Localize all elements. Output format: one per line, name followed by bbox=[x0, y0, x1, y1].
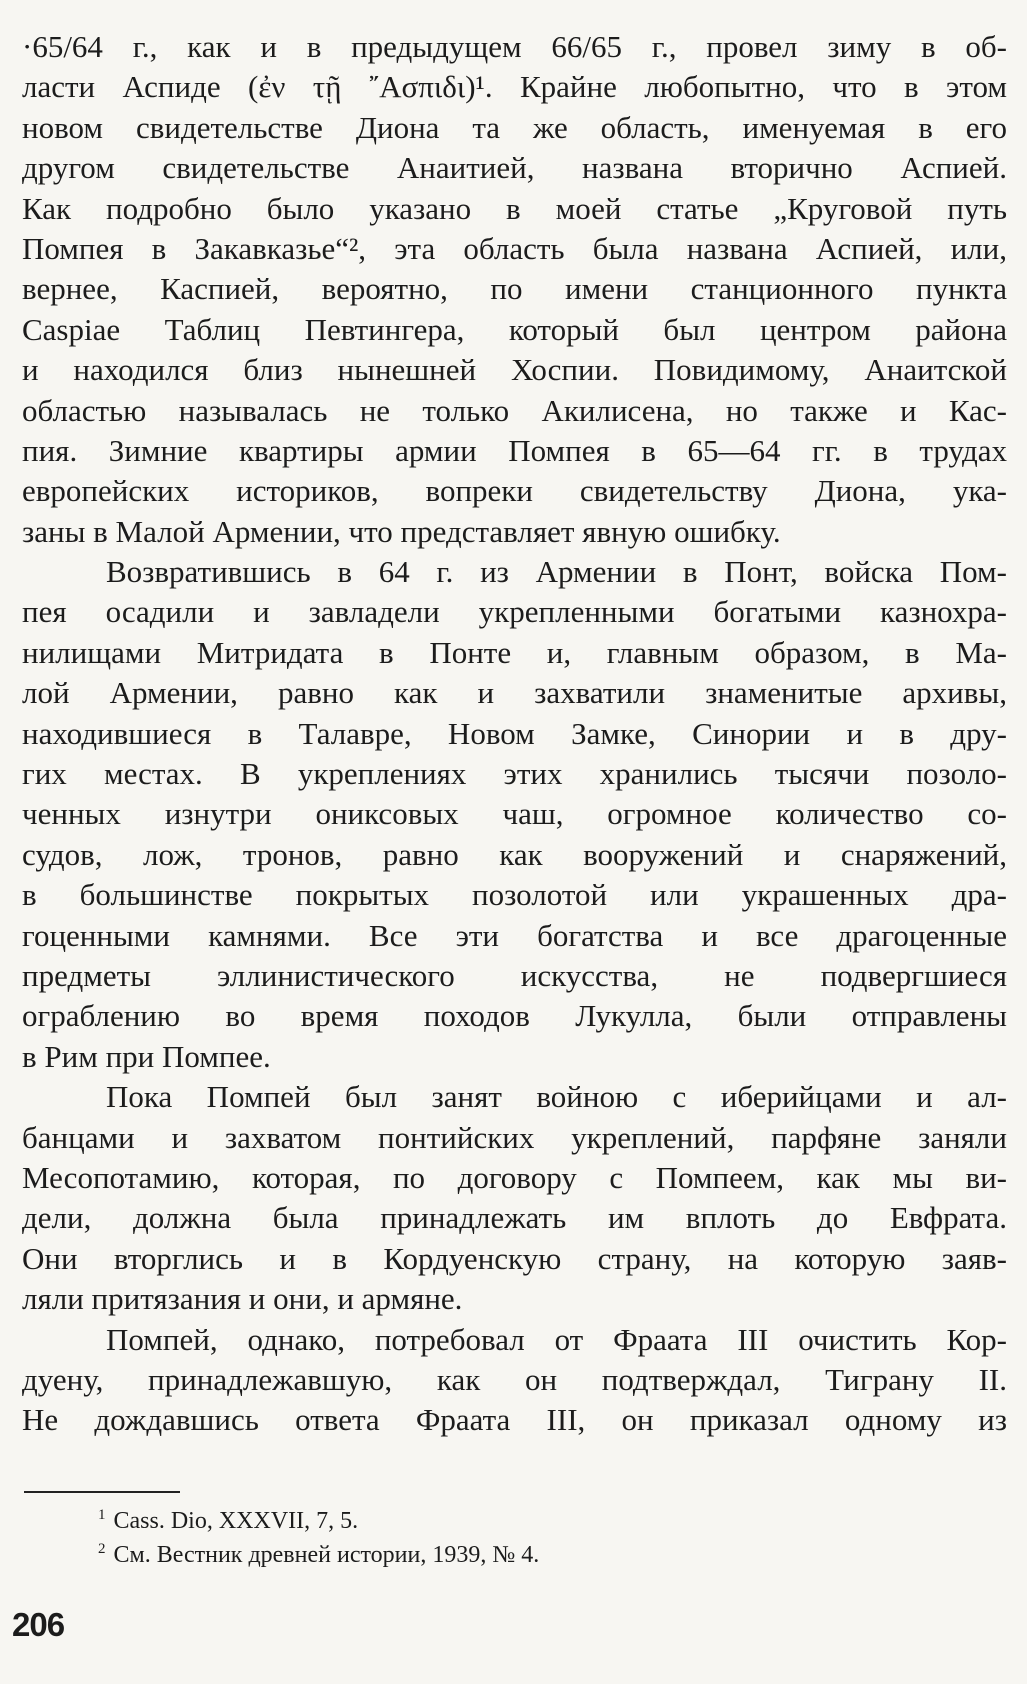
text-line: предметы эллинистического искусства, не подвергшиеся bbox=[22, 957, 1007, 993]
text-line: Caspiae Таблиц Певтингера, который был центром района bbox=[22, 311, 1007, 347]
text-line: Возвратившись в 64 г. из Армении в Понт, войска Пом- bbox=[106, 554, 1007, 590]
text-line: судов, лож, тронов, равно как вооружений и снаряжений, bbox=[22, 836, 1007, 872]
text-line: пея осадили и завладели укрепленными богатыми казнохра- bbox=[22, 594, 1007, 630]
footnote bbox=[98, 1498, 798, 1532]
text-line: европейских историков, вопреки свидетельству Диона, ука- bbox=[22, 473, 1007, 509]
text-line: пия. Зимние квартиры армии Помпея в 65—64 гг. в трудах bbox=[22, 432, 1007, 468]
text-line: ограблению во время походов Лукулла, были отправлены bbox=[22, 998, 1007, 1034]
footnote-mark: 2 bbox=[98, 1541, 106, 1557]
footnote-text: Cass. Dio, XXXVII, 7, 5. bbox=[113, 1508, 359, 1534]
text-line: другом свидетельстве Анаитией, названа вторично Аспией. bbox=[22, 150, 1007, 186]
body-text bbox=[22, 27, 1007, 1441]
text-line: находившиеся в Талавре, Новом Замке, Синории и в дру- bbox=[22, 715, 1007, 751]
text-line: областью называлась не только Акилисена, но также и Кас- bbox=[22, 392, 1007, 428]
text-line: в большинстве покрытых позолотой или украшенных дра- bbox=[22, 877, 1007, 913]
text-line: Пока Помпей был занят войною с иберийцами и ал- bbox=[106, 1079, 1007, 1115]
page-number: 206 bbox=[12, 1606, 65, 1643]
text-line: ·65/64 г., как и в предыдущем 66/65 г., провел зиму в об- bbox=[22, 29, 1007, 64]
text-line: лой Армении, равно как и захватили знаменитые архивы, bbox=[22, 675, 1007, 711]
text-line: ласти Аспиде (ἐν τῇ ῎Ασπιδι)¹. Крайне любопытно, что в этом bbox=[22, 69, 1007, 105]
text-line: новом свидетельстве Диона та же область, именуемая в его bbox=[22, 109, 1007, 145]
text-line: дуену, принадлежавшую, как он подтверждал, Тиграну II. bbox=[22, 1361, 1007, 1397]
text-line: заны в Малой Армении, что представляет явную ошибку. bbox=[22, 513, 781, 549]
text-line: нилищами Митридата в Понте и, главным образом, в Ма- bbox=[22, 634, 1007, 670]
footnote-divider bbox=[24, 1491, 180, 1493]
text-line: Помпея в Закавказье“², эта область была названа Аспией, или, bbox=[22, 230, 1007, 266]
footnote-text: См. Вестник древней истории, 1939, № 4. bbox=[113, 1542, 540, 1568]
footnote bbox=[98, 1532, 798, 1566]
text-line: и находился близ нынешней Хоспии. Повидимому, Анаитской bbox=[22, 352, 1007, 388]
text-line: Месопотамию, которая, по договору с Помпеем, как мы ви- bbox=[22, 1159, 1007, 1195]
footnote-mark: 1 bbox=[98, 1507, 106, 1523]
text-line: Помпей, однако, потребовал от Фраата III очистить Кор- bbox=[106, 1321, 1007, 1357]
text-line: Они вторглись и в Кордуенскую страну, на которую заяв- bbox=[22, 1240, 1007, 1276]
text-line: Как подробно было указано в моей статье „Круговой путь bbox=[22, 190, 1007, 226]
text-line: банцами и захватом понтийских укреплений, парфяне заняли bbox=[22, 1119, 1007, 1155]
footnotes bbox=[98, 1498, 798, 1566]
text-line: Не дождавшись ответа Фраата III, он приказал одному из bbox=[22, 1402, 1007, 1438]
text-line: дели, должна была принадлежать им вплоть до Евфрата. bbox=[22, 1200, 1007, 1236]
text-line: гоценными камнями. Все эти богатства и все драгоценные bbox=[22, 917, 1007, 953]
text-line: в Рим при Помпее. bbox=[22, 1038, 271, 1074]
text-line: ченных изнутри ониксовых чаш, огромное количество со- bbox=[22, 796, 1007, 832]
text-line: гих местах. В укреплениях этих хранились тысячи позоло- bbox=[22, 756, 1007, 792]
text-line: ляли притязания и они, и армяне. bbox=[22, 1281, 463, 1317]
text-line: вернее, Каспией, вероятно, по имени станционного пункта bbox=[22, 271, 1007, 307]
